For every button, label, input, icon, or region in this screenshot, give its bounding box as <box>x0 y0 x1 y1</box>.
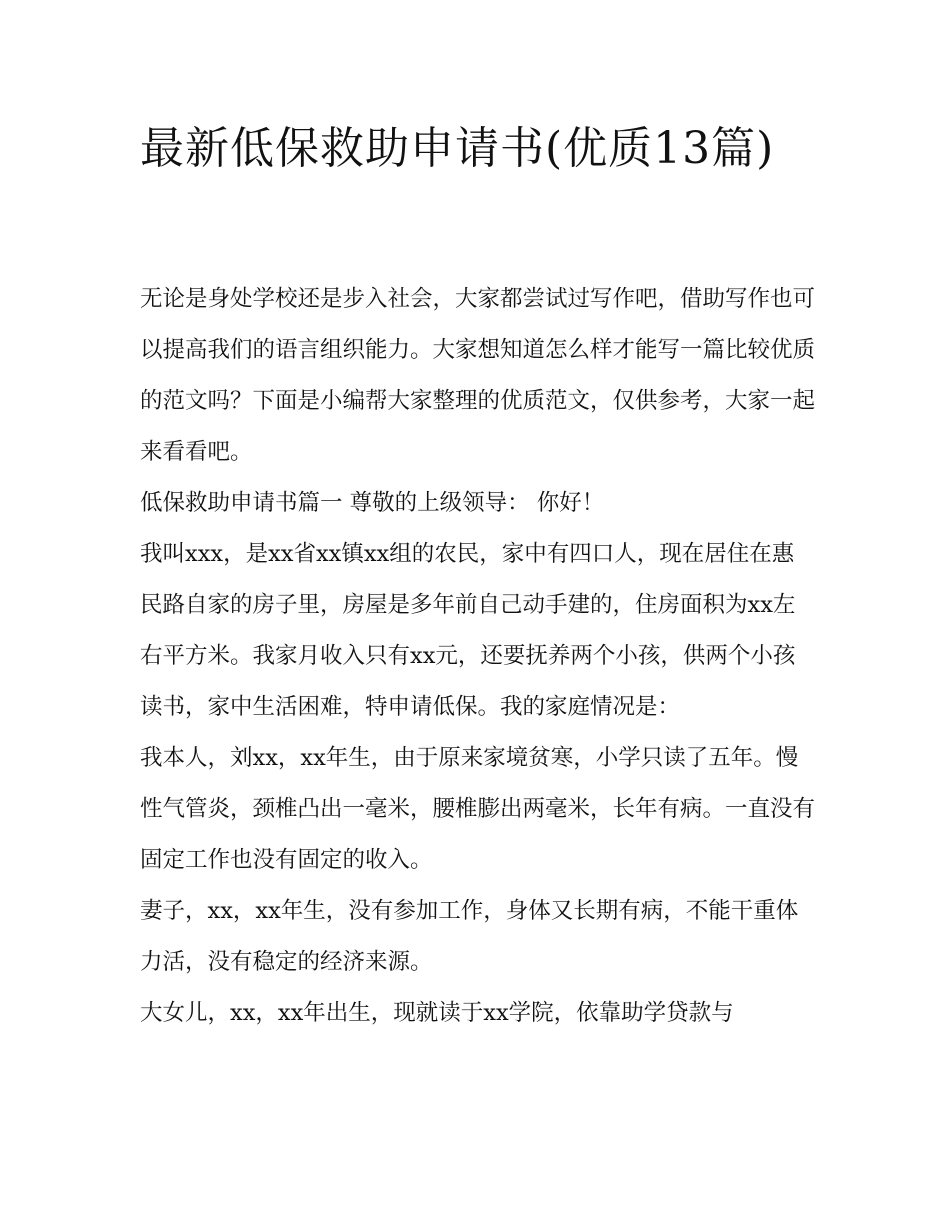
document-title: 最新低保救助申请书(优质13篇) <box>140 123 775 174</box>
document-body <box>140 274 816 1039</box>
paragraph-wife: 妻子，xx，xx年生，没有参加工作，身体又长期有病，不能干重体力活，没有稳定的经济来源。 <box>140 898 799 975</box>
paragraph-intro: 无论是身处学校还是步入社会，大家都尝试过写作吧，借助写作也可以提高我们的语言组织能力。大家想知道怎么样才能写一篇比较优质的范文吗？下面是小编帮大家整理的优质范文，仅供参考，大家一起来看看吧。 <box>140 286 816 465</box>
paragraph-salutation: 低保救助申请书篇一 尊敬的上级领导： 你好！ <box>140 490 605 516</box>
paragraph-daughter: 大女儿，xx，xx年出生，现就读于xx学院，依靠助学贷款与 <box>140 1000 734 1026</box>
paragraph-family-situation: 我叫xxx，是xx省xx镇xx组的农民，家中有四口人，现在居住在惠民路自家的房子里，房屋是多年前自己动手建的，住房面积为xx左右平方米。我家月收入只有xx元，还要抚养两个小孩，供两个小孩读书，家中生活困难，特申请低保。我的家庭情况是： <box>140 541 796 720</box>
paragraph-self: 我本人，刘xx，xx年生，由于原来家境贫寒，小学只读了五年。慢性气管炎，颈椎凸出一毫米，腰椎膨出两毫米，长年有病。一直没有固定工作也没有固定的收入。 <box>140 745 816 873</box>
